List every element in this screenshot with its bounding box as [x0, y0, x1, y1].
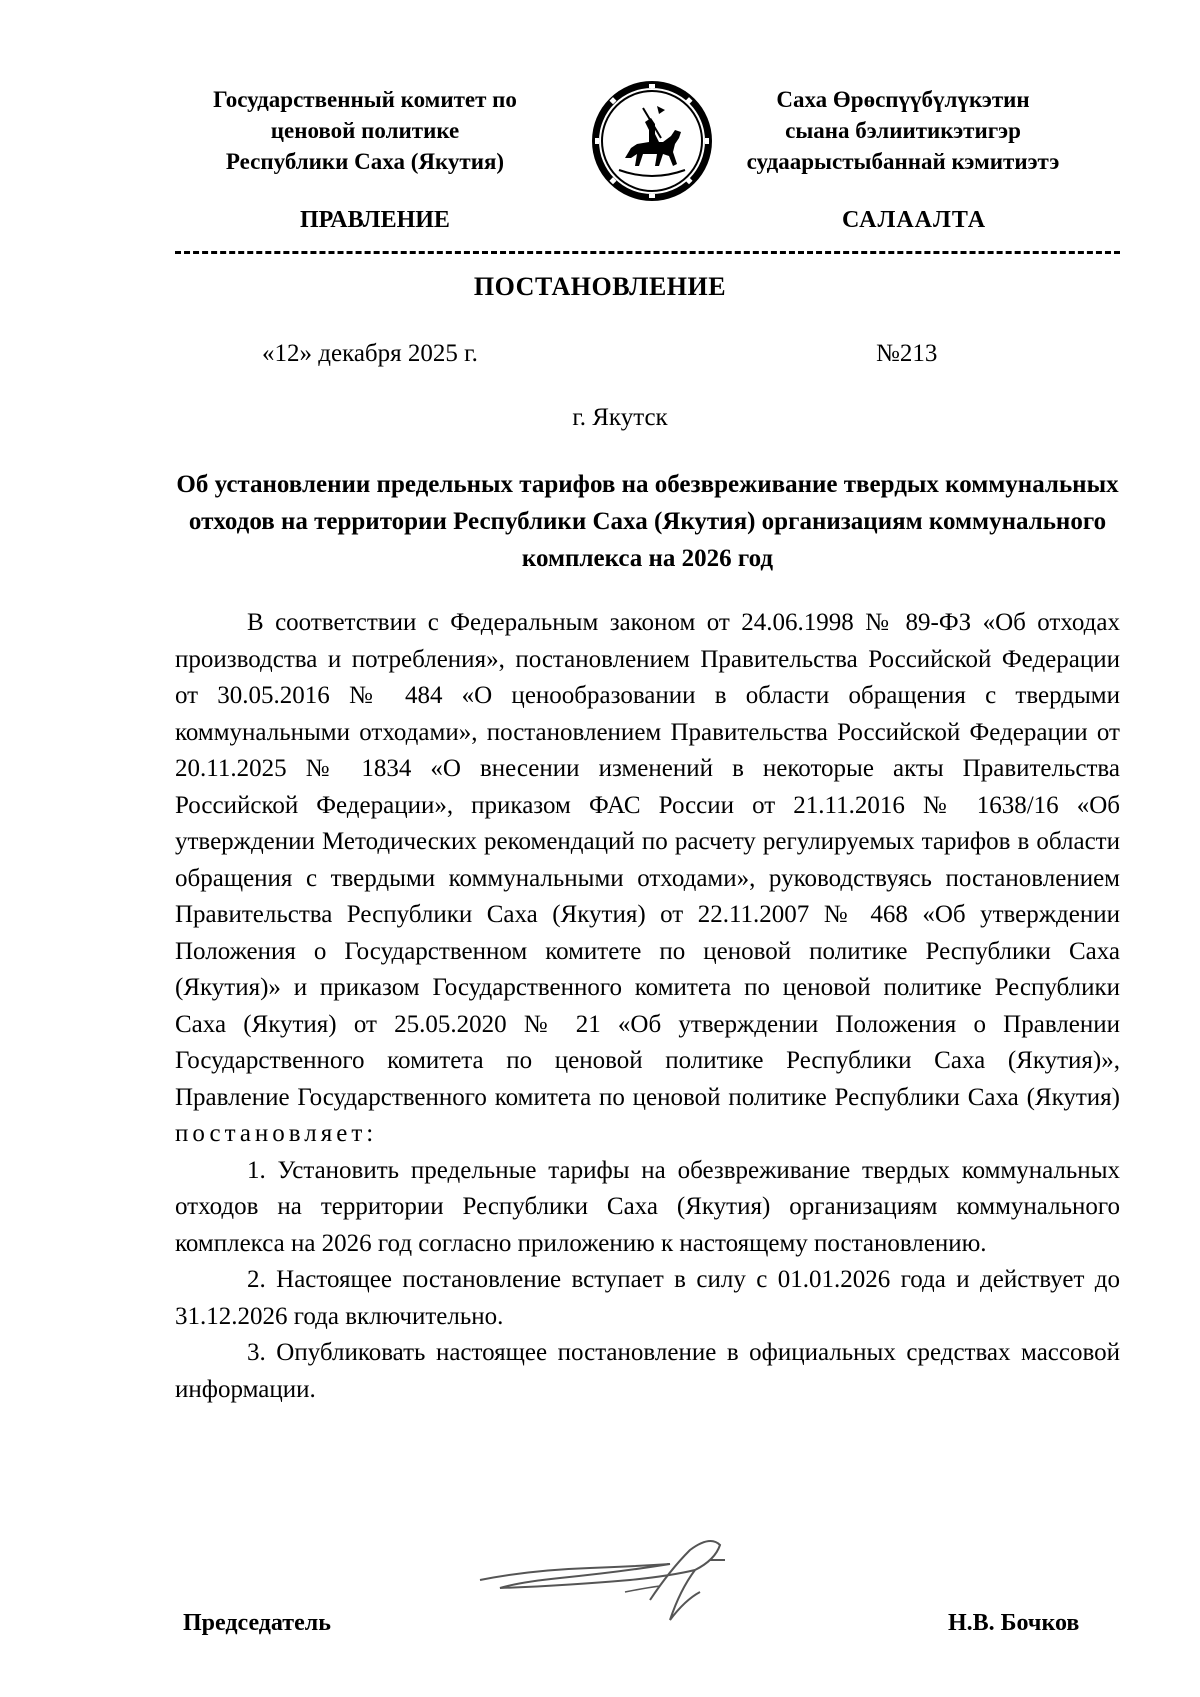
issuer-line: сыана бэлиитикэтигэр — [785, 118, 1021, 143]
document-body — [175, 605, 1120, 1408]
issuer-line: Государственный комитет по — [213, 87, 517, 112]
issuer-name-yakut — [713, 84, 1093, 177]
signer-name: Н.В. Бочков — [948, 1610, 1080, 1636]
document-date: «12» декабря 2025 г. — [262, 340, 478, 367]
header-divider — [175, 251, 1120, 254]
resolution-item: 3. Опубликовать настоящее постановление в официальных средствах массовой информации. — [175, 1339, 1120, 1403]
document-type: ПОСТАНОВЛЕНИЕ — [473, 272, 727, 301]
coat-of-arms-emblem — [589, 78, 715, 204]
preamble-text: В соответствии с Федеральным законом от 24.06.1998 № 89-ФЗ «Об отходах производства и потребления», постановлением Правительства Российской Федерации от 30.05.2016 № 484 «О ценообразовании в области обращения с твердыми коммунальными отходами», постановлением Правительства Российской Федерации от 20.11.2025 № 1834 «О внесении изменений в некоторые акты Правительства Российской Федерации», приказом ФАС России от 21.11.2016 № 1638/16 «Об утверждении Методических рекомендаций по расчету регулируемых тарифов в области обращения с твердыми коммунальными отходами», руководствуясь постановлением Правительства Республики Саха (Якутия) от 22.11.2007 № 468 «Об утверждении Положения о Государственном комитете по ценовой политике Республики Саха (Якутия)» и приказом Государственного комитета по ценовой политике Республики Саха (Якутия) от 25.05.2020 № 21 «Об утверждении Положения о Правлении Государственного комитета по ценовой политике Республики Саха (Якутия)», Правление Государственного комитета по ценовой политике Республики Саха (Якутия) — [175, 609, 1120, 1111]
preamble-paragraph — [175, 605, 1120, 1153]
issuer-line: ценовой политике — [270, 118, 460, 143]
board-label-russian: ПРАВЛЕНИЕ — [300, 207, 450, 233]
resolution-item: 1. Установить предельные тарифы на обезвреживание твердых коммунальных отходов на территории Республики Саха (Якутия) организациям коммунального комплекса на 2026 год согласно приложению к настоящему постановлению. — [175, 1156, 1120, 1257]
resolves-word: постановляет: — [175, 1120, 378, 1147]
issuer-line: Республики Саха (Якутия) — [225, 149, 505, 174]
issuer-line: судаарыстыбаннай кэмитиэтэ — [746, 149, 1060, 174]
handwritten-signature — [470, 1530, 790, 1640]
document-city: г. Якутск — [572, 404, 668, 431]
board-label-yakut: САЛААЛТА — [842, 207, 987, 233]
issuer-name-russian — [175, 84, 555, 177]
issuer-line: Саха Өрөспүүбүлүкэтин — [776, 87, 1030, 112]
document-number: №213 — [876, 340, 938, 367]
signer-position: Председатель — [183, 1610, 331, 1636]
document-title: Об установлении предельных тарифов на обезвреживание твердых коммунальных отходов на территории Республики Саха (Якутия) организациям коммунального комплекса на 2026 год — [176, 471, 1119, 572]
resolution-item: 2. Настоящее постановление вступает в силу с 01.01.2026 года и действует до 31.12.2026 года включительно. — [175, 1266, 1120, 1330]
